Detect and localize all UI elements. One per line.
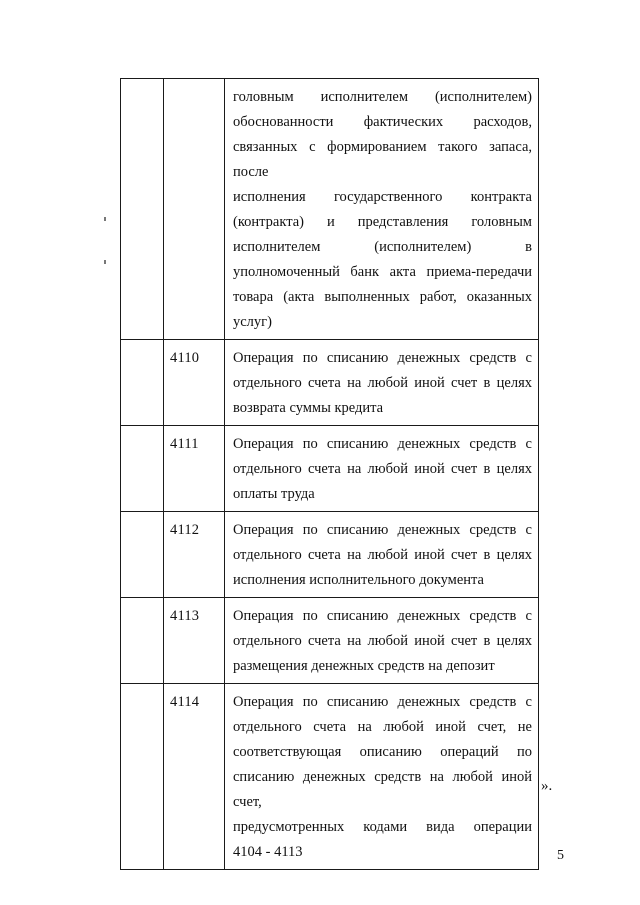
operation-description	[225, 598, 538, 683]
scan-speck	[104, 217, 106, 221]
empty-cell	[121, 512, 164, 598]
empty-cell	[121, 598, 164, 684]
text-line: Операция по списанию денежных средств с	[233, 522, 532, 538]
text-line: исполнения государственного контракта	[233, 189, 532, 205]
operation-description	[225, 684, 538, 869]
operation-code: 4110	[170, 350, 200, 366]
table-row	[121, 426, 539, 512]
text-line: Операция по списанию денежных средств с	[233, 608, 532, 624]
text-line: возврата суммы кредита	[233, 400, 384, 416]
description-cell	[225, 426, 539, 512]
description-cell	[225, 598, 539, 684]
operation-codes-table	[120, 78, 539, 870]
continuation-text	[225, 79, 538, 339]
text-line: отдельного счета на любой иной счет в целях	[233, 633, 532, 649]
code-cell	[164, 512, 225, 598]
description-cell	[225, 79, 539, 340]
operation-description	[225, 512, 538, 597]
text-line: товара (акта выполненных работ, оказанных	[233, 289, 532, 305]
text-line: отдельного счета на любой иной счет в целях	[233, 375, 532, 391]
text-line: услуг)	[233, 314, 272, 330]
text-line: списанию денежных средств на любой иной счет,	[233, 769, 532, 810]
text-line: Операция по списанию денежных средств с	[233, 436, 532, 452]
operation-description	[225, 340, 538, 425]
text-line: 4104 - 4113	[233, 844, 303, 860]
text-line: обоснованности фактических расходов,	[233, 114, 532, 130]
text-line: исполнителем (исполнителем) в	[233, 239, 532, 255]
code-cell	[164, 340, 225, 426]
operation-code: 4114	[170, 694, 200, 710]
empty-cell	[121, 684, 164, 870]
text-line: уполномоченный банк акта приема-передачи	[233, 264, 532, 280]
text-line: головным исполнителем (исполнителем)	[233, 89, 532, 105]
table-row	[121, 684, 539, 870]
text-line: связанных с формированием такого запаса, после	[233, 139, 532, 180]
text-line: отдельного счета на любой иной счет, не	[233, 719, 532, 735]
table-row-continuation	[121, 79, 539, 340]
code-cell	[164, 684, 225, 870]
operation-code: 4113	[170, 608, 200, 624]
empty-cell	[121, 340, 164, 426]
code-cell	[164, 598, 225, 684]
text-line: отдельного счета на любой иной счет в целях	[233, 547, 532, 563]
closing-quote-mark: ».	[541, 778, 553, 794]
scan-speck	[104, 260, 106, 264]
text-line: (контракта) и представления головным	[233, 214, 532, 230]
page-number: 5	[557, 848, 564, 863]
table-row	[121, 598, 539, 684]
description-cell	[225, 684, 539, 870]
text-line: Операция по списанию денежных средств с	[233, 350, 532, 366]
text-line: Операция по списанию денежных средств с	[233, 694, 532, 710]
text-line: оплаты труда	[233, 486, 315, 502]
text-line: размещения денежных средств на депозит	[233, 658, 495, 674]
text-line: предусмотренных кодами вида операции	[233, 819, 532, 835]
description-cell	[225, 512, 539, 598]
text-line: соответствующая описанию операций по	[233, 744, 532, 760]
code-cell	[164, 79, 225, 340]
operation-code: 4112	[170, 522, 200, 538]
text-line: отдельного счета на любой иной счет в целях	[233, 461, 532, 477]
description-cell	[225, 340, 539, 426]
operation-code: 4111	[170, 436, 199, 452]
code-cell	[164, 426, 225, 512]
table-row	[121, 512, 539, 598]
empty-cell	[121, 79, 164, 340]
table-row	[121, 340, 539, 426]
text-line: исполнения исполнительного документа	[233, 572, 484, 588]
operation-description	[225, 426, 538, 511]
empty-cell	[121, 426, 164, 512]
